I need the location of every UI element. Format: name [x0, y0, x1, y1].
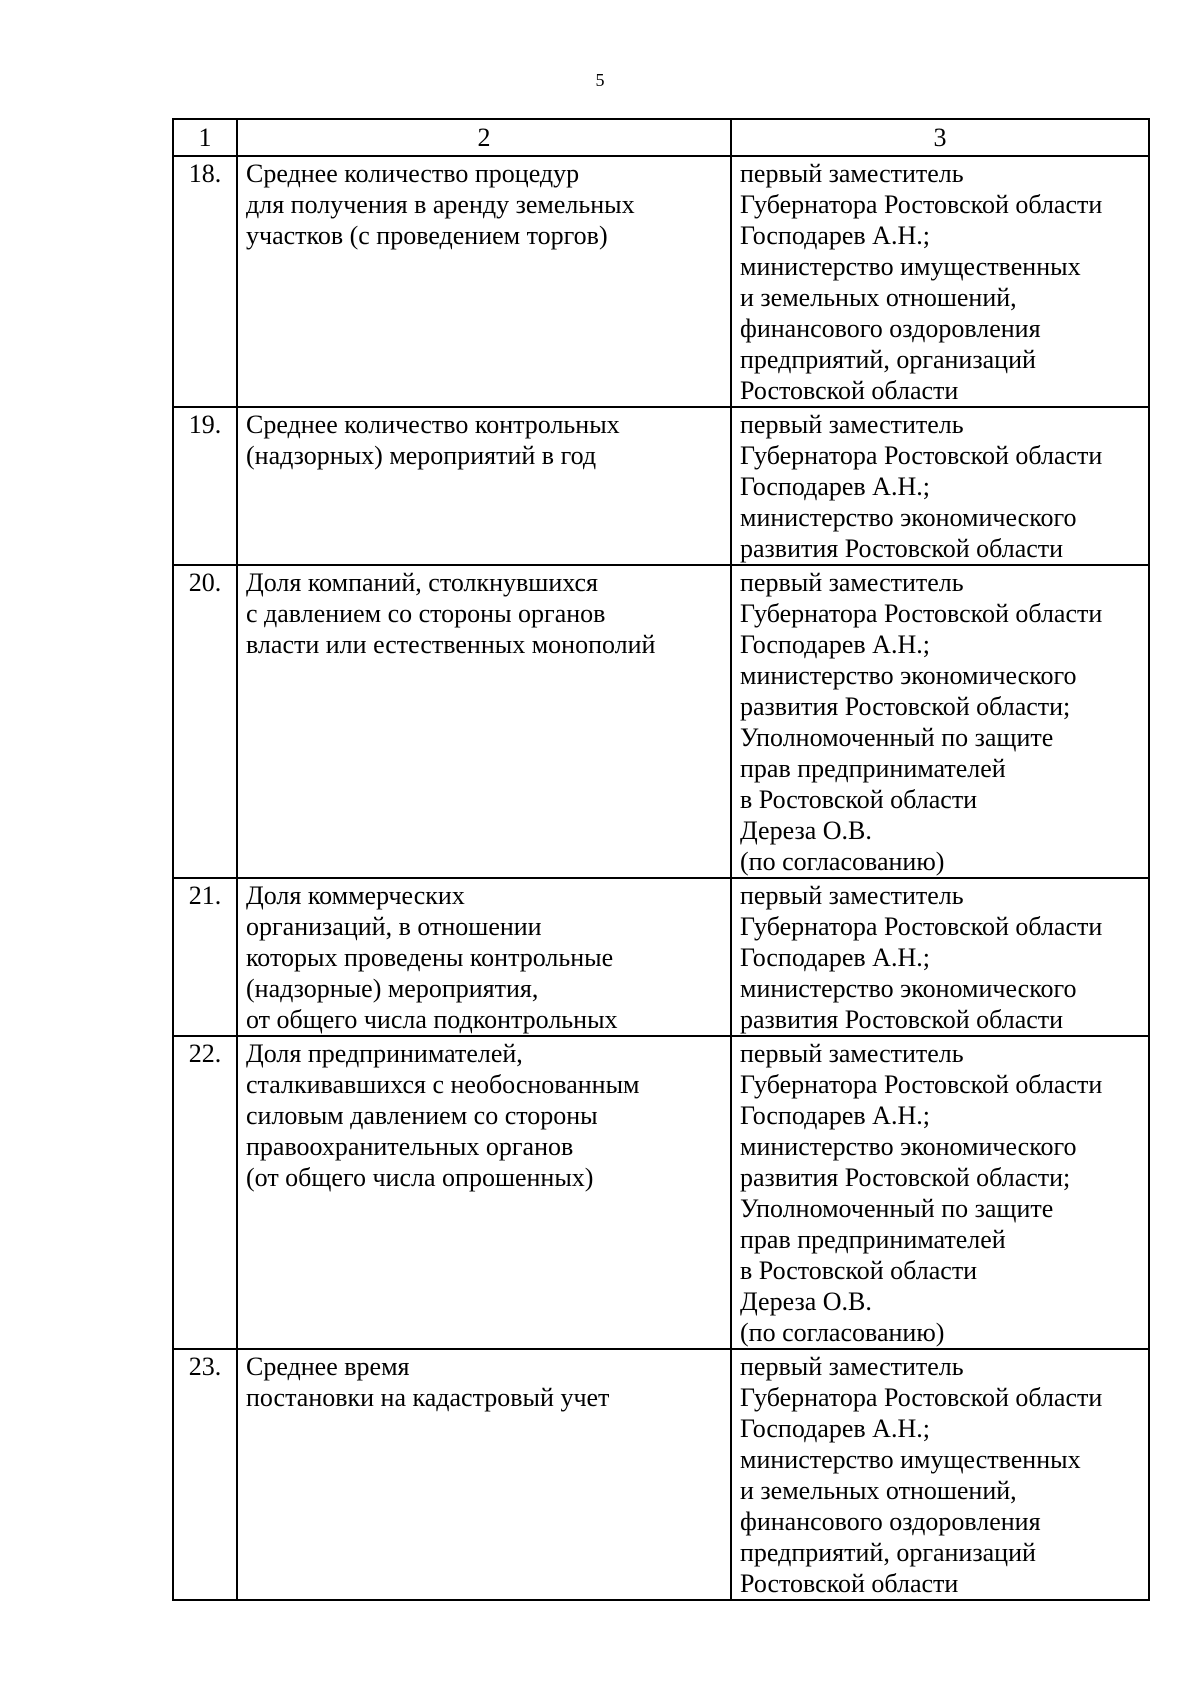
indicator-line: участков (с проведением торгов): [246, 221, 608, 250]
responsible-line: Ростовской области: [740, 1569, 959, 1598]
responsible-line: Губернатора Ростовской области: [740, 190, 1103, 219]
responsible-cell: [731, 1349, 1149, 1600]
responsible-line: первый заместитель: [740, 881, 964, 910]
indicator-cell: [237, 878, 731, 1036]
responsible-line: Уполномоченный по защите: [740, 723, 1054, 752]
responsible-line: (по согласованию): [740, 1318, 945, 1347]
indicator-cell: [237, 407, 731, 565]
indicator-line: Доля предпринимателей,: [246, 1039, 523, 1068]
indicator-line: правоохранительных органов: [246, 1132, 574, 1161]
indicator-line: власти или естественных монополий: [246, 630, 656, 659]
responsible-line: Господарев А.Н.;: [740, 630, 930, 659]
responsible-line: Губернатора Ростовской области: [740, 1070, 1103, 1099]
row-number: 23.: [173, 1349, 237, 1600]
table-row: [173, 565, 1149, 878]
responsible-line: Господарев А.Н.;: [740, 472, 930, 501]
responsible-line: предприятий, организаций: [740, 345, 1036, 374]
indicator-line: (надзорных) мероприятий в год: [246, 441, 597, 470]
indicator-line: для получения в аренду земельных: [246, 190, 635, 219]
responsible-line: Ростовской области: [740, 376, 959, 405]
column-header-2: 2: [237, 119, 731, 156]
responsible-line: первый заместитель: [740, 410, 964, 439]
responsible-cell: [731, 156, 1149, 407]
indicator-line: Среднее время: [246, 1352, 410, 1381]
responsible-line: первый заместитель: [740, 159, 964, 188]
indicator-line: постановки на кадастровый учет: [246, 1383, 610, 1412]
indicator-line: Доля коммерческих: [246, 881, 465, 910]
responsible-line: и земельных отношений,: [740, 283, 1017, 312]
responsible-line: в Ростовской области: [740, 785, 978, 814]
row-number: 19.: [173, 407, 237, 565]
responsible-line: первый заместитель: [740, 1039, 964, 1068]
indicator-line: с давлением со стороны органов: [246, 599, 606, 628]
responsible-line: Дереза О.В.: [740, 816, 872, 845]
row-number: 20.: [173, 565, 237, 878]
responsible-line: Господарев А.Н.;: [740, 943, 930, 972]
responsible-cell: [731, 565, 1149, 878]
indicator-line: (от общего числа опрошенных): [246, 1163, 594, 1192]
table-row: [173, 878, 1149, 1036]
responsible-line: развития Ростовской области: [740, 1005, 1064, 1034]
indicator-line: Доля компаний, столкнувшихся: [246, 568, 598, 597]
column-header-1: 1: [173, 119, 237, 156]
responsible-line: Господарев А.Н.;: [740, 1101, 930, 1130]
row-number: 18.: [173, 156, 237, 407]
indicator-line: от общего числа подконтрольных: [246, 1005, 618, 1034]
responsible-line: министерство экономического: [740, 503, 1077, 532]
indicator-cell: [237, 1036, 731, 1349]
responsible-line: в Ростовской области: [740, 1256, 978, 1285]
responsible-line: развития Ростовской области;: [740, 1163, 1071, 1192]
responsible-line: Губернатора Ростовской области: [740, 441, 1103, 470]
responsible-line: Губернатора Ростовской области: [740, 912, 1103, 941]
responsible-cell: [731, 878, 1149, 1036]
table-row: [173, 156, 1149, 407]
document-table: [172, 118, 1150, 1601]
table-row: [173, 1349, 1149, 1600]
responsible-line: первый заместитель: [740, 568, 964, 597]
table-row: [173, 1036, 1149, 1349]
page-number: 5: [595, 70, 605, 90]
responsible-line: Господарев А.Н.;: [740, 1414, 930, 1443]
indicator-cell: [237, 156, 731, 407]
row-number: 21.: [173, 878, 237, 1036]
responsible-line: министерство экономического: [740, 1132, 1077, 1161]
indicator-line: Среднее количество контрольных: [246, 410, 620, 439]
responsible-line: развития Ростовской области: [740, 534, 1064, 563]
table-body: [173, 119, 1149, 1600]
responsible-line: Дереза О.В.: [740, 1287, 872, 1316]
table-header-row: [173, 119, 1149, 156]
responsible-line: (по согласованию): [740, 847, 945, 876]
indicator-line: которых проведены контрольные: [246, 943, 614, 972]
responsible-line: министерство экономического: [740, 661, 1077, 690]
indicator-line: организаций, в отношении: [246, 912, 542, 941]
indicator-line: силовым давлением со стороны: [246, 1101, 598, 1130]
responsible-line: Губернатора Ростовской области: [740, 599, 1103, 628]
indicator-line: сталкивавшихся с необоснованным: [246, 1070, 640, 1099]
responsible-line: Уполномоченный по защите: [740, 1194, 1054, 1223]
responsible-line: министерство экономического: [740, 974, 1077, 1003]
responsible-line: развития Ростовской области;: [740, 692, 1071, 721]
responsible-cell: [731, 407, 1149, 565]
responsible-line: прав предпринимателей: [740, 1225, 1006, 1254]
responsible-line: министерство имущественных: [740, 1445, 1081, 1474]
responsible-line: и земельных отношений,: [740, 1476, 1017, 1505]
responsible-line: министерство имущественных: [740, 252, 1081, 281]
responsible-line: первый заместитель: [740, 1352, 964, 1381]
responsible-line: финансового оздоровления: [740, 314, 1041, 343]
table-row: [173, 407, 1149, 565]
responsible-line: финансового оздоровления: [740, 1507, 1041, 1536]
responsible-line: Губернатора Ростовской области: [740, 1383, 1103, 1412]
responsible-cell: [731, 1036, 1149, 1349]
indicator-cell: [237, 565, 731, 878]
responsible-line: прав предпринимателей: [740, 754, 1006, 783]
column-header-3: 3: [731, 119, 1149, 156]
indicator-line: Среднее количество процедур: [246, 159, 580, 188]
responsible-line: предприятий, организаций: [740, 1538, 1036, 1567]
indicator-cell: [237, 1349, 731, 1600]
responsible-line: Господарев А.Н.;: [740, 221, 930, 250]
indicator-line: (надзорные) мероприятия,: [246, 974, 539, 1003]
row-number: 22.: [173, 1036, 237, 1349]
